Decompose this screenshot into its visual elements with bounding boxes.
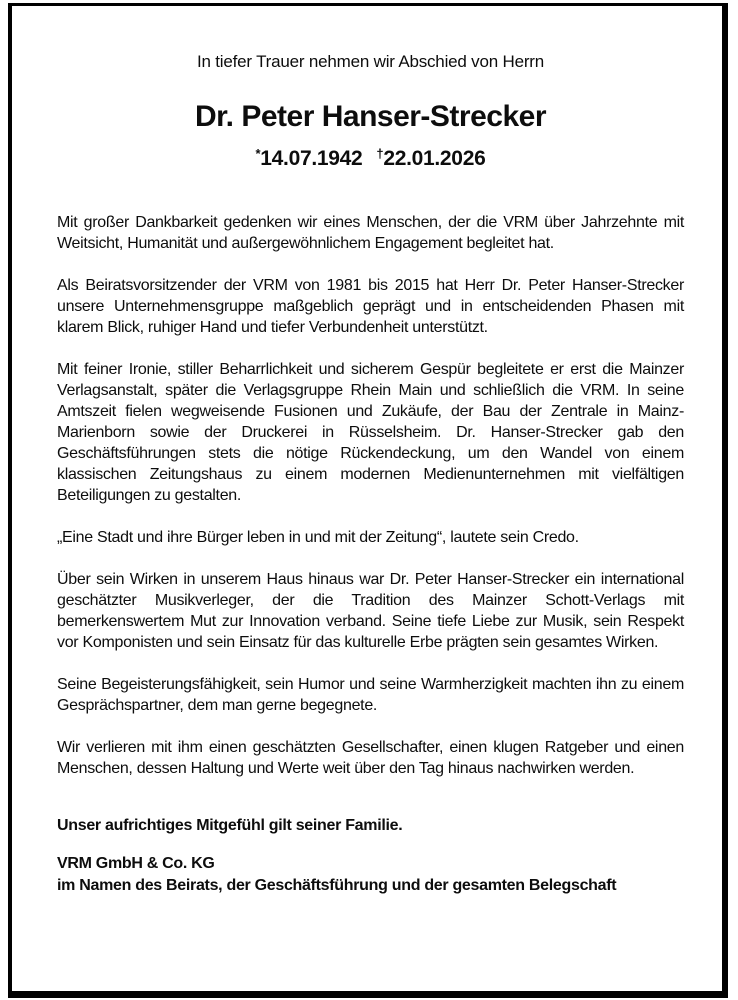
company-name: VRM GmbH & Co. KG — [57, 855, 215, 872]
paragraph-advisory-board: Als Beiratsvorsitzender der VRM von 1981 bis 2015 hat Herr Dr. Peter Hanser-Strecker unsere Unternehmensgruppe maßgeblich geprägt und in entscheidenden Phasen mit klarem Blick, ruhiger Hand und tiefer Verbundenheit unterstützt. — [57, 277, 684, 336]
paragraph-personality: Seine Begeisterungsfähigkeit, sein Humor und seine Warmherzigkeit machten ihn zu einem Gesprächspartner, dem man gerne begegnete. — [57, 676, 684, 714]
birth-date: 14.07.1942 — [260, 147, 363, 170]
paragraph-credo-quote: „Eine Stadt und ihre Bürger leben in und mit der Zeitung“, lautete sein Credo. — [57, 529, 579, 546]
paragraph-music-publisher: Über sein Wirken in unserem Haus hinaus war Dr. Peter Hanser-Strecker ein international geschätzter Musikverleger, der die Tradition des Mainzer Schott-Verlags mit bemerkenswertem Mut zur Innovation verband. Seine tiefe Liebe zur Musik, sein Respekt vor Komponisten und sein Einsatz für das kulturelle Erbe prägten sein gesamtes Wirken. — [57, 571, 684, 651]
life-dates — [57, 141, 684, 172]
birth-date-group — [256, 147, 363, 170]
death-date: 22.01.2026 — [383, 147, 486, 170]
mourning-border-frame — [8, 3, 728, 998]
paragraph-loss: Wir verlieren mit ihm einen geschätzten Gesellschafter, einen klugen Ratgeber und einen Menschen, dessen Haltung und Werte weit über den Tag hinaus nachwirken werden. — [57, 739, 684, 777]
signature-line: im Namen des Beirats, der Geschäftsführung und der gesamten Belegschaft — [57, 877, 617, 894]
obituary-content — [12, 6, 722, 896]
paragraph-career: Mit feiner Ironie, stiller Beharrlichkeit und sicherem Gespür begleitete er erst die Mainzer Verlagsanstalt, später die Verlagsgruppe Rhein Main und schließlich die VRM. In seine Amtszeit fielen wegweisende Fusionen und Zukäufe, der Bau der Zentrale in Mainz-Marienborn sowie der Druckerei in Rüsselsheim. Dr. Hanser-Strecker gab den Geschäftsführungen stets die nötige Rückendeckung, um den Wandel von einem klassischen Zeitungshaus zu einem modernen Medienunternehmen mit vielfältigen Beteiligungen zu gestalten. — [57, 361, 684, 504]
death-date-group — [376, 147, 485, 170]
condolence-line: Unser aufrichtiges Mitgefühl gilt seiner Familie. — [57, 817, 403, 834]
birth-star-symbol: * — [255, 146, 261, 161]
obituary-body — [57, 212, 684, 779]
death-cross-symbol: † — [376, 146, 384, 161]
paragraph-gratitude: Mit großer Dankbarkeit gedenken wir eines Menschen, der die VRM über Jahrzehnte mit Weitsicht, Humanität und außergewöhnlichem Engagement begleitet hat. — [57, 214, 684, 252]
intro-line: In tiefer Trauer nehmen wir Abschied von Herrn — [196, 52, 545, 71]
deceased-name: Dr. Peter Hanser-Strecker — [194, 100, 547, 133]
